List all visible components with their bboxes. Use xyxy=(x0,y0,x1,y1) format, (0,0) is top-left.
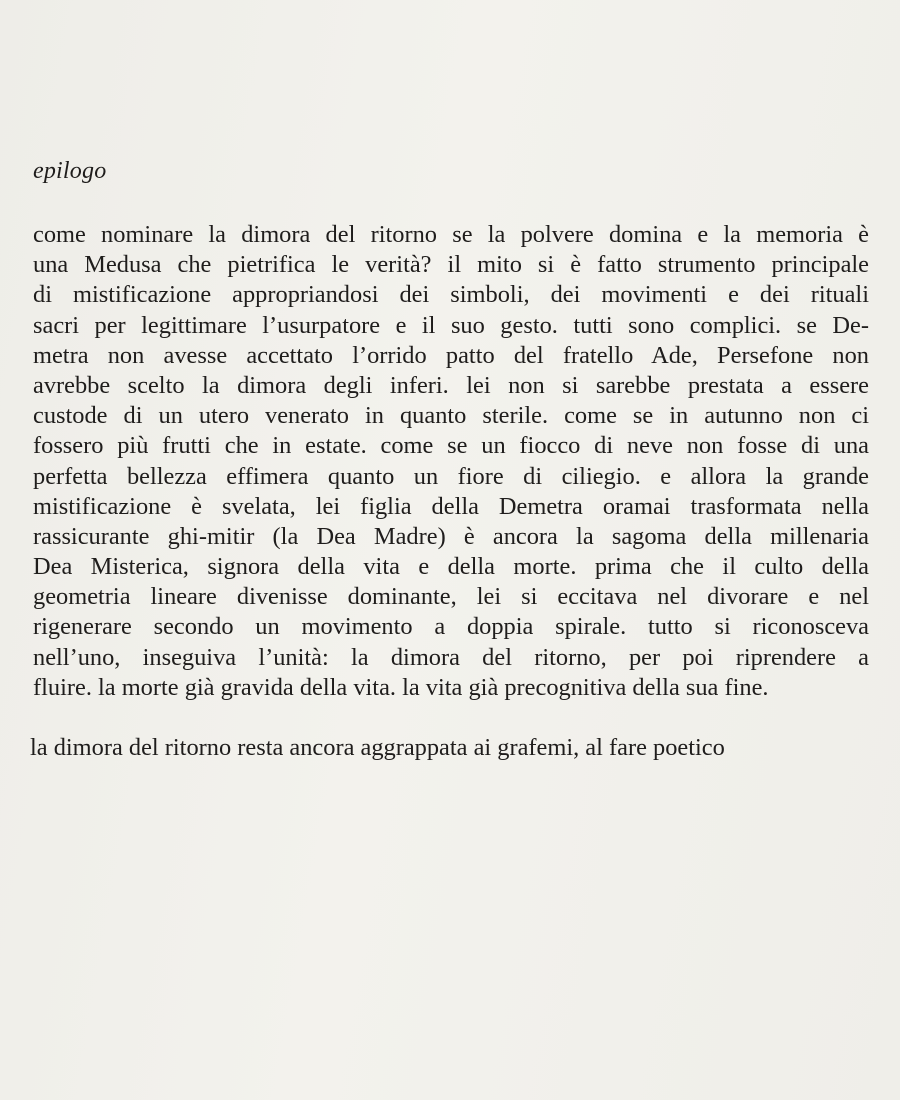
section-heading: epilogo xyxy=(33,158,107,184)
paragraph-line: rassicurante ghi-mitir (la Dea Madre) è ancora la sagoma della millenaria xyxy=(33,522,869,550)
paragraph-line: sacri per legittimare l’usurpatore e il suo gesto. tutti sono complici. se De- xyxy=(33,311,869,339)
main-paragraph xyxy=(33,220,869,703)
paragraph-line: rigenerare secondo un movimento a doppia spirale. tutto si riconosceva xyxy=(33,613,869,641)
paragraph-line: Dea Misterica, signora della vita e della morte. prima che il culto della xyxy=(33,553,869,581)
closing-line: la dimora del ritorno resta ancora aggrappata ai grafemi, al fare poetico xyxy=(30,734,725,761)
paragraph-line: custode di un utero venerato in quanto sterile. come se in autunno non ci xyxy=(33,402,869,430)
paragraph-line: perfetta bellezza effimera quanto un fiore di ciliegio. e allora la grande xyxy=(33,462,869,490)
paragraph-line: una Medusa che pietrifica le verità? il mito si è fatto strumento principale xyxy=(33,251,869,279)
paragraph-line: nell’uno, inseguiva l’unità: la dimora del ritorno, per poi riprendere a xyxy=(33,643,869,671)
paragraph-line: avrebbe scelto la dimora degli inferi. lei non si sarebbe prestata a essere xyxy=(33,371,869,399)
paragraph-line: di mistificazione appropriandosi dei simboli, dei movimenti e dei rituali xyxy=(33,281,869,309)
paragraph-line: fossero più frutti che in estate. come se un fiocco di neve non fosse di una xyxy=(33,432,869,460)
paragraph-line: geometria lineare divenisse dominante, lei si eccitava nel divorare e nel xyxy=(33,583,869,611)
paragraph-line: mistificazione è svelata, lei figlia della Demetra oramai trasformata nella xyxy=(33,492,869,520)
paragraph-line: fluire. la morte già gravida della vita. la vita già precognitiva della sua fine. xyxy=(33,673,769,701)
paragraph-line: come nominare la dimora del ritorno se la polvere domina e la memoria è xyxy=(33,221,869,248)
paragraph-line: metra non avesse accettato l’orrido patto del fratello Ade, Persefone non xyxy=(33,341,869,369)
